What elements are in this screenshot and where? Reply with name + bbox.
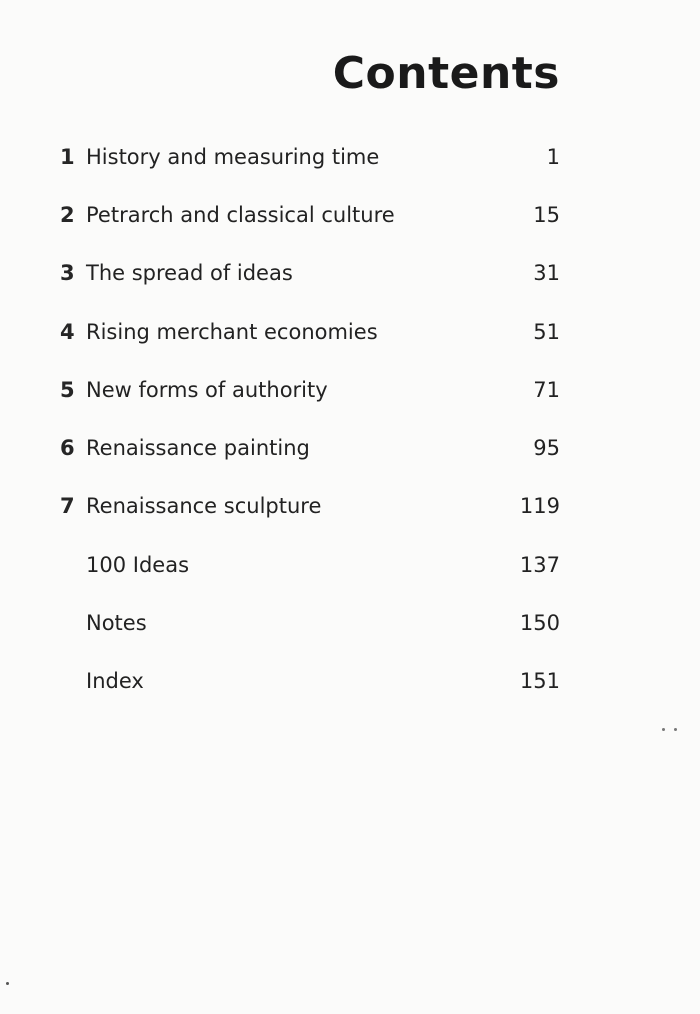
- page-number: 150: [519, 611, 560, 636]
- chapter-number: 3: [60, 261, 75, 286]
- chapter-title: Renaissance painting: [86, 436, 310, 461]
- chapter-number: 1: [60, 144, 75, 169]
- toc-entry[interactable]: [60, 653, 560, 711]
- toc-entry[interactable]: [60, 594, 560, 652]
- page-number: 31: [533, 261, 560, 286]
- page-number: 151: [519, 669, 560, 694]
- toc-entry[interactable]: [60, 128, 560, 186]
- toc-entry[interactable]: [60, 245, 560, 303]
- chapter-title: The spread of ideas: [86, 261, 293, 286]
- chapter-number: 2: [60, 202, 75, 227]
- toc-entry[interactable]: [60, 361, 560, 419]
- chapter-title: Rising merchant economies: [86, 319, 378, 344]
- page-number: 95: [533, 436, 560, 461]
- chapter-number: 6: [60, 436, 75, 461]
- page-number: 1: [546, 144, 560, 169]
- toc-entry[interactable]: [60, 536, 560, 594]
- page-number: 71: [533, 377, 560, 402]
- section-title: Index: [86, 669, 144, 694]
- chapter-title: Petrarch and classical culture: [86, 202, 395, 227]
- paper-speck: [674, 728, 677, 731]
- toc-entry[interactable]: [60, 303, 560, 361]
- chapter-number: 4: [60, 319, 75, 344]
- paper-speck: [6, 982, 9, 985]
- chapter-number: 5: [60, 377, 75, 402]
- page-number: 119: [519, 494, 560, 519]
- toc-entry[interactable]: [60, 478, 560, 536]
- section-title: Notes: [86, 611, 147, 636]
- page-number: 15: [533, 202, 560, 227]
- toc-entry[interactable]: [60, 186, 560, 244]
- section-title: 100 Ideas: [86, 552, 190, 577]
- toc-entry[interactable]: [60, 419, 560, 477]
- table-of-contents: [60, 128, 560, 711]
- chapter-title: History and measuring time: [86, 144, 380, 169]
- chapter-title: New forms of authority: [86, 377, 328, 402]
- chapter-number: 7: [60, 494, 75, 519]
- chapter-title: Renaissance sculpture: [86, 494, 322, 519]
- page-title: Contents: [332, 48, 560, 99]
- page-number: 51: [533, 319, 560, 344]
- paper-speck: [662, 728, 665, 731]
- page-number: 137: [519, 552, 560, 577]
